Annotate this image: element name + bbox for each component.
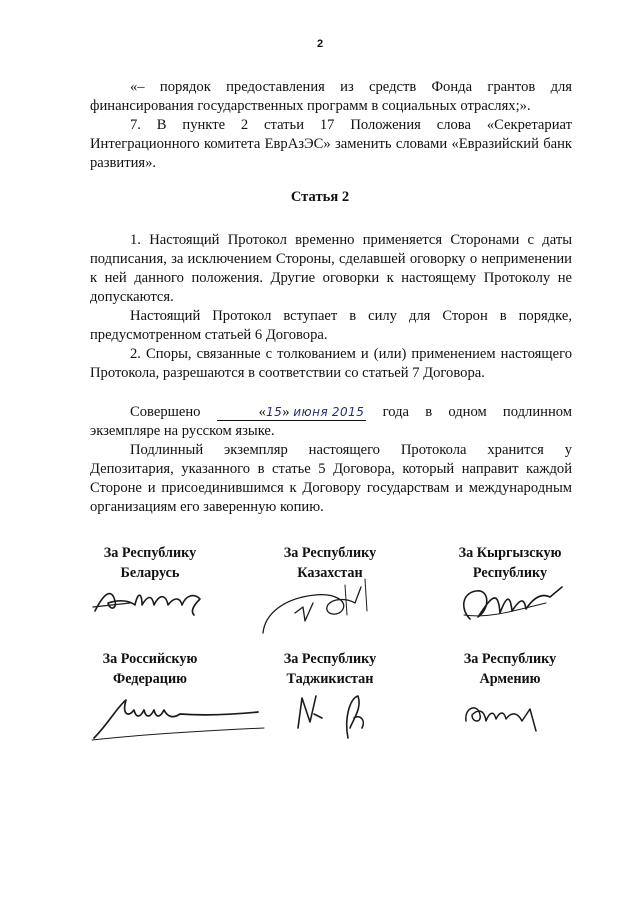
signatory-line2: Армению — [479, 671, 541, 687]
article-paragraph-2: Настоящий Протокол вступает в силу для Сторон в порядке, предусмотренном статьей 6 Договора. — [90, 308, 572, 343]
signatory-line1: За Кыргызскую — [458, 545, 562, 561]
signatory-line1: За Республику — [283, 651, 377, 667]
article-paragraph-1: 1. Настоящий Протокол временно применяется Сторонами с даты подписания, за исключением Стороны, сделавшей оговорку о неприменении к ней данного положения. Другие оговорки к настоящему Протоколу не допускаются. — [90, 232, 572, 305]
article-section — [90, 231, 572, 383]
done-section — [90, 403, 572, 517]
deposit-paragraph: Подлинный экземпляр настоящего Протокола хранится у Депозитария, указанного в статье 5 Договора, который направит каждой Стороне и присоединившимся к Договору государствам и международным организациям его заверенную копию. — [90, 442, 572, 515]
intro-section — [90, 78, 572, 173]
signatory-line1: За Республику — [283, 545, 377, 561]
signatory-line1: За Республику — [463, 651, 557, 667]
signatory-line2: Таджикистан — [286, 671, 374, 687]
date-field — [217, 405, 367, 421]
done-prefix: Совершено — [130, 404, 201, 420]
article-title: Статья 2 — [290, 189, 350, 205]
date-open-quote: « — [258, 404, 266, 420]
date-day: 15 — [265, 405, 283, 419]
intro-paragraph-2: 7. В пункте 2 статьи 17 Положения слова «Секретариат Интеграционного комитета ЕврАзЭС» заменить словами «Евразийский банк развития». — [90, 117, 572, 171]
done-paragraph — [90, 403, 572, 441]
signatory-armenia — [420, 649, 600, 689]
signature-belarus — [90, 581, 220, 621]
signature-tajikistan — [288, 688, 388, 748]
signatory-line2: Республику — [472, 565, 548, 581]
signatory-line2: Казахстан — [297, 565, 363, 581]
done-suffix: года в одном подлинном экземпляре на русском языке. — [90, 404, 573, 439]
signature-kyrgyzstan — [450, 579, 580, 629]
date-close-quote: » — [282, 404, 290, 420]
signatory-russia — [60, 649, 240, 689]
signatory-line2: Федерацию — [113, 671, 187, 687]
signature-russia — [88, 688, 278, 748]
article-paragraph-3: 2. Споры, связанные с толкованием и (или) применением настоящего Протокола, разрешаются в соответствии со статьей 7 Договора. — [90, 346, 572, 381]
signatory-line1: За Российскую — [102, 651, 198, 667]
signatory-tajikistan — [240, 649, 420, 689]
signatory-kyrgyzstan — [420, 543, 600, 583]
date-month: июня — [293, 405, 329, 419]
page-number: 2 — [316, 38, 324, 50]
signature-armenia — [460, 691, 560, 741]
signatory-line1: За Республику — [103, 545, 197, 561]
intro-paragraph-1: «– порядок предоставления из средств Фонда грантов для финансирования государственных программ в социальных отраслях;». — [90, 79, 572, 114]
signatory-line2: Беларусь — [120, 565, 180, 581]
date-year: 2015 — [331, 405, 365, 419]
signature-kazakhstan — [255, 573, 395, 643]
signatory-belarus — [60, 543, 240, 583]
